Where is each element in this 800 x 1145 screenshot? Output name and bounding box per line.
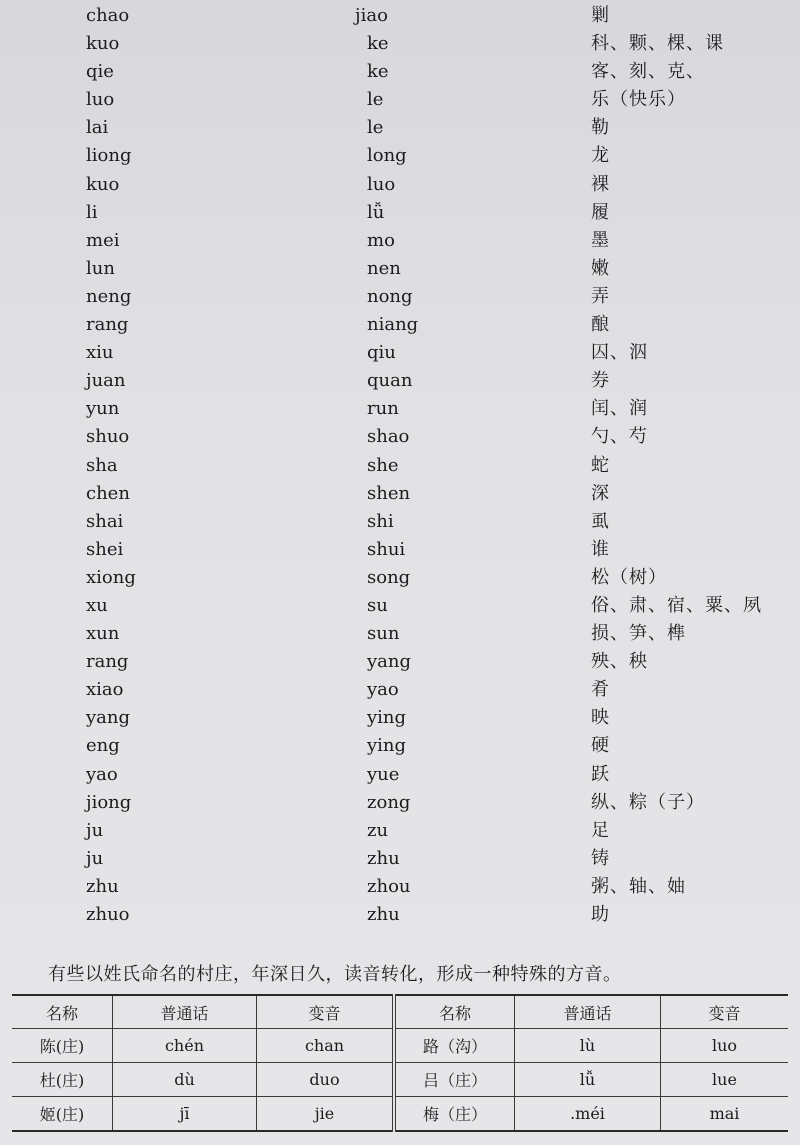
- dialect-pinyin: lun: [86, 257, 115, 279]
- standard-pinyin: ke: [367, 61, 389, 83]
- characters: 囚、泅: [591, 342, 648, 364]
- characters: 剿: [591, 5, 610, 26]
- dialect-pinyin: li: [86, 201, 98, 223]
- list-item: [0, 452, 800, 480]
- village-name: 吕（庄）: [394, 1063, 515, 1097]
- characters: 俗、肃、宿、粟、夙: [591, 594, 762, 616]
- characters: 跃: [591, 763, 610, 785]
- characters: 墨: [591, 229, 610, 251]
- characters: 履: [591, 201, 610, 223]
- characters: 龙: [591, 145, 610, 167]
- dialect-pinyin: qie: [86, 61, 114, 83]
- standard-pinyin: ying: [367, 735, 407, 757]
- standard-pinyin: long: [367, 145, 407, 167]
- characters: 客、刻、克、: [591, 61, 705, 83]
- dialect-pinyin: xiao: [86, 679, 124, 701]
- list-item: [0, 536, 800, 564]
- dialect-pinyin: xu: [86, 594, 108, 616]
- characters: 损、笋、榫: [591, 623, 686, 645]
- characters: 铸: [591, 847, 610, 869]
- list-item: [0, 564, 800, 592]
- dialect-pinyin: ju: [86, 819, 104, 841]
- header-variant: 变音: [257, 995, 395, 1029]
- standard-pinyin: yang: [367, 651, 412, 673]
- dialect-pinyin: shei: [86, 538, 124, 560]
- table-header-row: [12, 995, 788, 1029]
- dialect-pinyin: zhu: [86, 875, 119, 897]
- list-item: [0, 58, 800, 86]
- standard-pinyin: yue: [367, 763, 400, 785]
- characters: 殃、秧: [591, 651, 648, 673]
- dialect-pinyin: yun: [86, 398, 120, 420]
- standard-pinyin: zhu: [367, 904, 400, 925]
- standard-pinyin: she: [367, 454, 399, 476]
- characters: 硬: [591, 735, 610, 757]
- dialect-pinyin: chen: [86, 482, 130, 504]
- dialect-pinyin: rang: [86, 651, 129, 673]
- list-item: [0, 789, 800, 817]
- table-row: [12, 1063, 788, 1097]
- standard-pinyin: yao: [367, 679, 399, 701]
- standard-pinyin: qiu: [367, 342, 396, 364]
- list-item: [0, 732, 800, 760]
- dialect-pinyin: lai: [86, 117, 109, 139]
- list-item: [0, 339, 800, 367]
- header-name: 名称: [12, 995, 113, 1029]
- characters: 深: [591, 482, 610, 504]
- dialect-pinyin: kuo: [86, 33, 120, 55]
- list-item: [0, 114, 800, 142]
- dialect-pinyin: sha: [86, 454, 118, 476]
- list-item: [0, 704, 800, 732]
- header-name-2: 名称: [394, 995, 515, 1029]
- list-item: [0, 142, 800, 170]
- standard-pinyin: shen: [367, 482, 411, 504]
- list-item: [0, 901, 800, 929]
- list-item: [0, 761, 800, 789]
- standard-pinyin: nen: [367, 257, 401, 279]
- standard-pinyin: zu: [367, 819, 389, 841]
- standard-pinyin: lǚ: [367, 201, 385, 223]
- list-item: [0, 873, 800, 901]
- header-variant-2: 变音: [661, 995, 789, 1029]
- standard-pinyin: ke: [367, 33, 389, 55]
- dialect-pinyin: ju: [86, 847, 104, 869]
- characters: 乐（快乐）: [591, 89, 686, 111]
- dialect-pinyin: neng: [86, 285, 132, 307]
- standard-pinyin: le: [367, 117, 384, 139]
- standard-pinyin: luo: [367, 173, 396, 195]
- list-item: [0, 311, 800, 339]
- list-item: [0, 30, 800, 58]
- standard-pinyin: song: [367, 566, 411, 588]
- village-pronunciation-table: [12, 994, 788, 1132]
- dialect-pinyin: eng: [86, 735, 120, 757]
- mandarin-pinyin: chén: [113, 1029, 257, 1063]
- list-item: [0, 227, 800, 255]
- list-item: [0, 592, 800, 620]
- table-row: [12, 1029, 788, 1063]
- list-item: [0, 676, 800, 704]
- characters: 足: [591, 819, 610, 841]
- standard-pinyin: shi: [367, 510, 394, 532]
- characters: 裸: [591, 173, 610, 195]
- variant-pinyin: lue: [661, 1063, 789, 1097]
- village-caption: 有些以姓氏命名的村庄，年深日久，读音转化，形成一种特殊的方音。: [48, 964, 622, 985]
- dialect-pinyin: shuo: [86, 426, 130, 448]
- village-name: 梅（庄）: [394, 1097, 515, 1132]
- characters: 酿: [591, 314, 610, 336]
- village-name: 杜(庄): [12, 1063, 113, 1097]
- variant-pinyin: duo: [257, 1063, 395, 1097]
- variant-pinyin: luo: [661, 1029, 789, 1063]
- standard-pinyin: niang: [367, 314, 419, 336]
- dialect-pinyin: rang: [86, 314, 129, 336]
- mandarin-pinyin: jī: [113, 1097, 257, 1132]
- characters: 弄: [591, 285, 610, 307]
- list-item: [0, 199, 800, 227]
- header-mandarin-2: 普通话: [515, 995, 661, 1029]
- variant-pinyin: chan: [257, 1029, 395, 1063]
- pronunciation-list: [0, 2, 800, 929]
- standard-pinyin: zhu: [367, 847, 400, 869]
- standard-pinyin: zong: [367, 791, 411, 813]
- standard-pinyin: sun: [367, 623, 400, 645]
- dialect-pinyin: chao: [86, 5, 130, 26]
- characters: 勒: [591, 117, 610, 139]
- standard-pinyin: jiao: [355, 5, 388, 26]
- list-item: [0, 171, 800, 199]
- list-item: [0, 367, 800, 395]
- header-mandarin: 普通话: [113, 995, 257, 1029]
- mandarin-pinyin: lǚ: [515, 1063, 661, 1097]
- dialect-pinyin: shai: [86, 510, 124, 532]
- characters: 券: [591, 370, 610, 392]
- dialect-pinyin: jiong: [86, 791, 132, 813]
- characters: 助: [591, 904, 610, 925]
- variant-pinyin: jie: [257, 1097, 395, 1132]
- list-item: [0, 255, 800, 283]
- village-name: 陈(庄): [12, 1029, 113, 1063]
- dialect-pinyin: yang: [86, 707, 131, 729]
- list-item: [0, 2, 800, 30]
- dialect-pinyin: yao: [86, 763, 118, 785]
- list-item: [0, 817, 800, 845]
- characters: 勺、芍: [591, 426, 648, 448]
- list-item: [0, 86, 800, 114]
- standard-pinyin: su: [367, 594, 388, 616]
- characters: 纵、粽（子）: [591, 791, 705, 813]
- standard-pinyin: mo: [367, 229, 395, 251]
- characters: 谁: [591, 538, 610, 560]
- characters: 蛇: [591, 454, 610, 476]
- dialect-pinyin: juan: [86, 370, 126, 392]
- list-item: [0, 620, 800, 648]
- characters: 肴: [591, 679, 610, 701]
- mandarin-pinyin: dù: [113, 1063, 257, 1097]
- list-item: [0, 480, 800, 508]
- dialect-pinyin: luo: [86, 89, 115, 111]
- mandarin-pinyin: .méi: [515, 1097, 661, 1132]
- mandarin-pinyin: lù: [515, 1029, 661, 1063]
- standard-pinyin: nong: [367, 285, 413, 307]
- list-item: [0, 845, 800, 873]
- list-item: [0, 395, 800, 423]
- characters: 嫩: [591, 257, 610, 279]
- standard-pinyin: shao: [367, 426, 410, 448]
- list-item: [0, 423, 800, 451]
- standard-pinyin: zhou: [367, 875, 411, 897]
- standard-pinyin: ying: [367, 707, 407, 729]
- list-item: [0, 648, 800, 676]
- list-item: [0, 283, 800, 311]
- characters: 松（树）: [591, 566, 667, 588]
- list-item: [0, 508, 800, 536]
- standard-pinyin: shui: [367, 538, 406, 560]
- standard-pinyin: quan: [367, 370, 413, 392]
- dialect-pinyin: xiong: [86, 566, 136, 588]
- standard-pinyin: run: [367, 398, 399, 420]
- characters: 闰、润: [591, 398, 648, 420]
- variant-pinyin: mai: [661, 1097, 789, 1132]
- village-name: 姬(庄): [12, 1097, 113, 1132]
- characters: 映: [591, 707, 610, 729]
- table-row: [12, 1097, 788, 1132]
- village-name: 路（沟）: [394, 1029, 515, 1063]
- characters: 粥、轴、妯: [591, 875, 686, 897]
- dialect-pinyin: liong: [86, 145, 132, 167]
- dialect-pinyin: xun: [86, 623, 120, 645]
- dialect-pinyin: xiu: [86, 342, 114, 364]
- characters: 虱: [591, 510, 610, 532]
- standard-pinyin: le: [367, 89, 384, 111]
- dialect-pinyin: kuo: [86, 173, 120, 195]
- characters: 科、颗、棵、课: [591, 33, 724, 55]
- dialect-pinyin: mei: [86, 229, 120, 251]
- dialect-pinyin: zhuo: [86, 904, 130, 925]
